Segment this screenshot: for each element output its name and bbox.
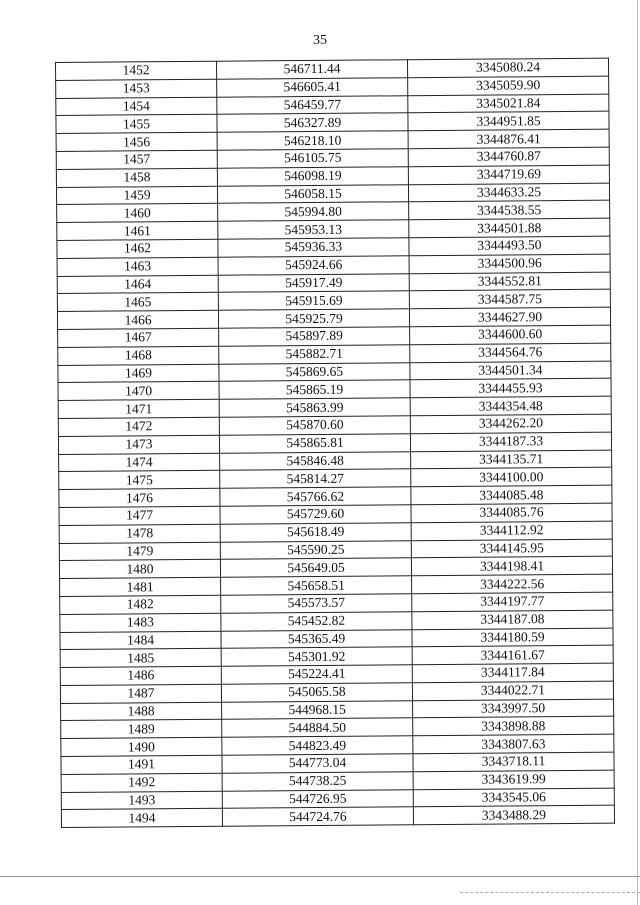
- cell-y-coordinate: 3344600.60: [410, 325, 611, 344]
- cell-point-number: 1469: [58, 364, 219, 383]
- footer-divider: [0, 876, 640, 877]
- cell-x-coordinate: 544726.95: [222, 789, 413, 808]
- cell-y-coordinate: 3344187.08: [412, 610, 613, 629]
- cell-y-coordinate: 3344197.77: [412, 592, 613, 611]
- cell-y-coordinate: 3344760.87: [408, 147, 609, 166]
- cell-y-coordinate: 3344085.48: [411, 485, 612, 504]
- cell-y-coordinate: 3344719.69: [408, 165, 609, 184]
- cell-x-coordinate: 544823.49: [222, 736, 413, 755]
- cell-point-number: 1464: [57, 275, 218, 294]
- cell-point-number: 1492: [61, 773, 222, 792]
- cell-x-coordinate: 545846.48: [220, 451, 411, 470]
- cell-x-coordinate: 544773.04: [222, 754, 413, 773]
- cell-y-coordinate: 3344222.56: [412, 574, 613, 593]
- cell-y-coordinate: 3344633.25: [408, 183, 609, 202]
- cell-x-coordinate: 546098.19: [217, 167, 408, 186]
- cell-point-number: 1482: [60, 595, 221, 614]
- cell-point-number: 1475: [59, 471, 220, 490]
- cell-point-number: 1489: [61, 720, 222, 739]
- cell-x-coordinate: 545870.60: [219, 416, 410, 435]
- cell-point-number: 1459: [56, 186, 217, 205]
- cell-y-coordinate: 3344538.55: [409, 201, 610, 220]
- cell-y-coordinate: 3344180.59: [412, 628, 613, 647]
- cell-point-number: 1494: [61, 809, 222, 828]
- cell-x-coordinate: 545729.60: [220, 505, 411, 524]
- footer-divider-secondary: [460, 892, 640, 893]
- cell-x-coordinate: 545573.57: [221, 594, 412, 613]
- cell-x-coordinate: 545452.82: [221, 611, 412, 630]
- cell-point-number: 1483: [60, 613, 221, 632]
- cell-point-number: 1480: [59, 560, 220, 579]
- cell-y-coordinate: 3343488.29: [413, 806, 614, 825]
- cell-x-coordinate: 545649.05: [220, 558, 411, 577]
- cell-y-coordinate: 3344455.93: [410, 378, 611, 397]
- cell-y-coordinate: 3344135.71: [411, 450, 612, 469]
- cell-y-coordinate: 3344022.71: [412, 681, 613, 700]
- cell-point-number: 1479: [59, 542, 220, 561]
- cell-x-coordinate: 545936.33: [218, 238, 409, 257]
- cell-x-coordinate: 545917.49: [218, 273, 409, 292]
- cell-y-coordinate: 3344100.00: [411, 467, 612, 486]
- cell-y-coordinate: 3343619.99: [413, 770, 614, 789]
- cell-y-coordinate: 3345059.90: [408, 76, 609, 95]
- cell-y-coordinate: 3344112.92: [411, 521, 612, 540]
- cell-x-coordinate: 544884.50: [222, 718, 413, 737]
- cell-y-coordinate: 3344500.96: [409, 254, 610, 273]
- cell-point-number: 1453: [56, 79, 217, 98]
- cell-x-coordinate: 545882.71: [219, 344, 410, 363]
- cell-point-number: 1478: [59, 524, 220, 543]
- cell-point-number: 1481: [60, 577, 221, 596]
- cell-point-number: 1477: [59, 506, 220, 525]
- cell-y-coordinate: 3344564.76: [410, 343, 611, 362]
- cell-point-number: 1488: [61, 702, 222, 721]
- cell-y-coordinate: 3344145.95: [411, 539, 612, 558]
- cell-y-coordinate: 3344501.88: [409, 218, 610, 237]
- page-number: 35: [313, 33, 327, 48]
- cell-point-number: 1467: [58, 328, 219, 347]
- cell-y-coordinate: 3344587.75: [409, 290, 610, 309]
- cell-x-coordinate: 544738.25: [222, 772, 413, 791]
- cell-x-coordinate: 544724.76: [222, 807, 413, 826]
- cell-y-coordinate: 3344876.41: [408, 129, 609, 148]
- cell-y-coordinate: 3343807.63: [413, 734, 614, 753]
- cell-point-number: 1460: [57, 204, 218, 223]
- cell-x-coordinate: 545925.79: [218, 309, 409, 328]
- cell-y-coordinate: 3344085.76: [411, 503, 612, 522]
- cell-point-number: 1493: [61, 791, 222, 810]
- cell-y-coordinate: 3343545.06: [413, 788, 614, 807]
- page-edge: [637, 0, 638, 905]
- cell-x-coordinate: 546058.15: [217, 184, 408, 203]
- cell-x-coordinate: 546327.89: [217, 113, 408, 132]
- cell-point-number: 1470: [58, 382, 219, 401]
- cell-y-coordinate: 3343898.88: [413, 717, 614, 736]
- coordinates-table: [55, 58, 615, 829]
- cell-y-coordinate: 3343718.11: [413, 752, 614, 771]
- cell-x-coordinate: 545301.92: [221, 647, 412, 666]
- cell-y-coordinate: 3344552.81: [409, 272, 610, 291]
- cell-point-number: 1461: [57, 221, 218, 240]
- cell-x-coordinate: 545869.65: [219, 362, 410, 381]
- cell-point-number: 1466: [57, 310, 218, 329]
- coordinates-table-container: [55, 58, 611, 829]
- cell-point-number: 1485: [60, 649, 221, 668]
- cell-y-coordinate: 3344161.67: [412, 645, 613, 664]
- cell-x-coordinate: 545915.69: [218, 291, 409, 310]
- cell-x-coordinate: 546459.77: [217, 95, 408, 114]
- cell-y-coordinate: 3344627.90: [409, 307, 610, 326]
- cell-point-number: 1465: [57, 293, 218, 312]
- cell-y-coordinate: 3344187.33: [410, 432, 611, 451]
- cell-y-coordinate: 3344951.85: [408, 112, 609, 131]
- cell-point-number: 1487: [60, 684, 221, 703]
- cell-x-coordinate: 545365.49: [221, 629, 412, 648]
- cell-x-coordinate: 545865.81: [219, 433, 410, 452]
- cell-x-coordinate: 545224.41: [221, 665, 412, 684]
- cell-point-number: 1486: [60, 666, 221, 685]
- cell-point-number: 1490: [61, 737, 222, 756]
- cell-point-number: 1455: [56, 115, 217, 134]
- cell-y-coordinate: 3344262.20: [410, 414, 611, 433]
- cell-x-coordinate: 545953.13: [218, 220, 409, 239]
- cell-point-number: 1457: [56, 150, 217, 169]
- cell-point-number: 1452: [56, 61, 217, 80]
- cell-point-number: 1456: [56, 132, 217, 151]
- cell-x-coordinate: 544968.15: [222, 700, 413, 719]
- cell-x-coordinate: 545658.51: [221, 576, 412, 595]
- cell-y-coordinate: 3344501.34: [410, 361, 611, 380]
- cell-point-number: 1458: [56, 168, 217, 187]
- cell-point-number: 1474: [59, 453, 220, 472]
- cell-point-number: 1454: [56, 97, 217, 116]
- cell-y-coordinate: 3344198.41: [411, 556, 612, 575]
- cell-point-number: 1472: [58, 417, 219, 436]
- cell-y-coordinate: 3344493.50: [409, 236, 610, 255]
- cell-point-number: 1476: [59, 488, 220, 507]
- cell-x-coordinate: 545618.49: [220, 522, 411, 541]
- cell-y-coordinate: 3344117.84: [412, 663, 613, 682]
- cell-point-number: 1473: [58, 435, 219, 454]
- table-body: [56, 58, 615, 828]
- cell-y-coordinate: 3345080.24: [407, 58, 608, 77]
- cell-y-coordinate: 3344354.48: [410, 396, 611, 415]
- cell-y-coordinate: 3345021.84: [408, 94, 609, 113]
- cell-x-coordinate: 545766.62: [220, 487, 411, 506]
- cell-point-number: 1468: [58, 346, 219, 365]
- cell-point-number: 1463: [57, 257, 218, 276]
- cell-x-coordinate: 546711.44: [216, 60, 407, 79]
- cell-point-number: 1491: [61, 755, 222, 774]
- cell-x-coordinate: 546605.41: [217, 78, 408, 97]
- cell-x-coordinate: 545897.89: [219, 327, 410, 346]
- cell-point-number: 1484: [60, 631, 221, 650]
- cell-x-coordinate: 546218.10: [217, 131, 408, 150]
- cell-x-coordinate: 545065.58: [221, 683, 412, 702]
- cell-y-coordinate: 3343997.50: [413, 699, 614, 718]
- cell-x-coordinate: 545590.25: [220, 540, 411, 559]
- cell-x-coordinate: 545924.66: [218, 255, 409, 274]
- cell-point-number: 1462: [57, 239, 218, 258]
- cell-x-coordinate: 545863.99: [219, 398, 410, 417]
- cell-x-coordinate: 545994.80: [218, 202, 409, 221]
- cell-point-number: 1471: [58, 399, 219, 418]
- table-row: [61, 806, 614, 828]
- cell-x-coordinate: 545865.19: [219, 380, 410, 399]
- cell-x-coordinate: 546105.75: [217, 149, 408, 168]
- cell-x-coordinate: 545814.27: [220, 469, 411, 488]
